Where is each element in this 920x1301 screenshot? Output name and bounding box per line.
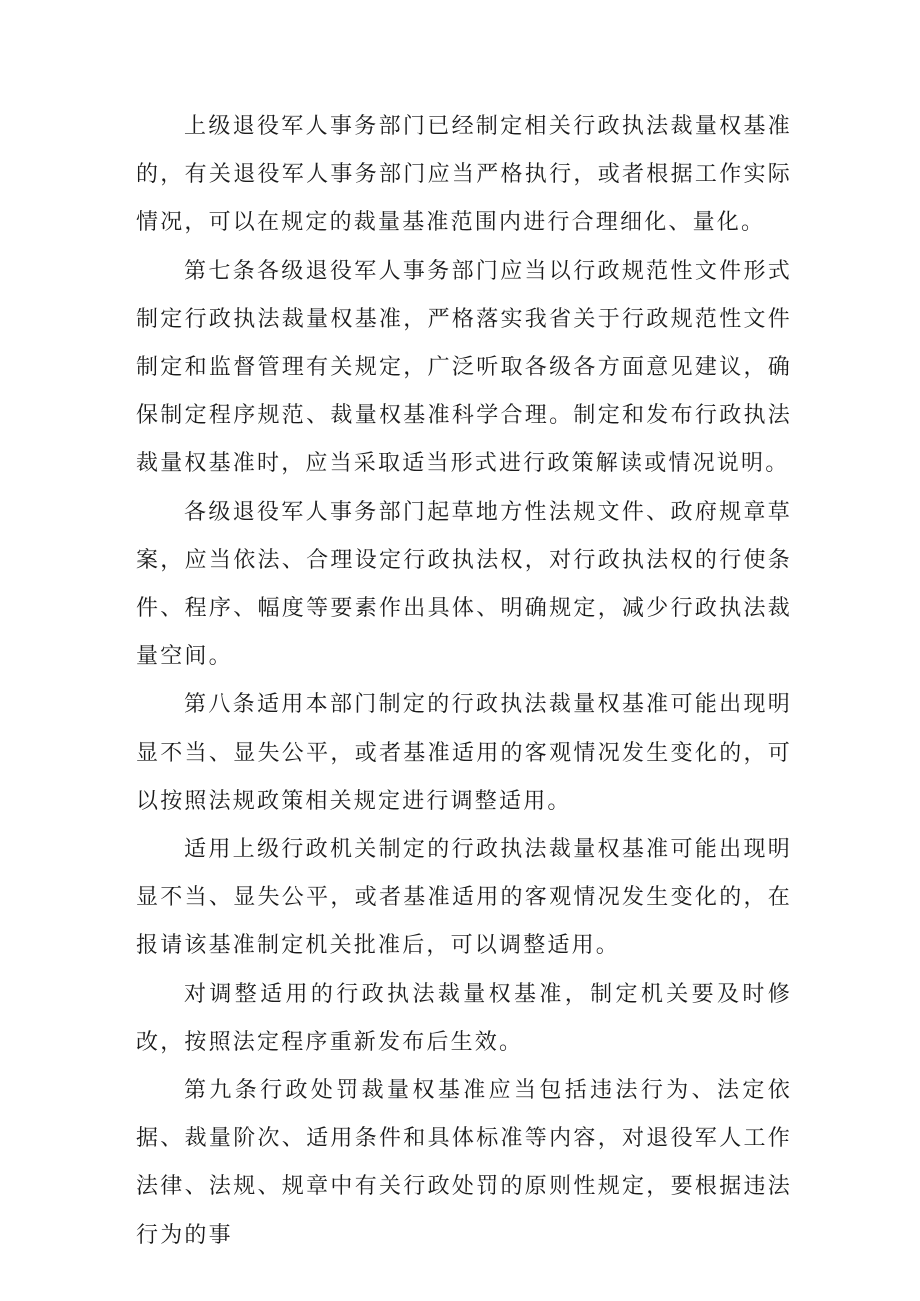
paragraph-6: 对调整适用的行政执法裁量权基准，制定机关要及时修改，按照法定程序重新发布后生效。 <box>136 981 792 1055</box>
paragraph-7-article-9: 第九条行政处罚裁量权基准应当包括违法行为、法定依据、裁量阶次、适用条件和具体标准等内容，对退役军人工作法律、法规、规章中有关行政处罚的原则性规定，要根据违法行为的事 <box>136 1078 792 1248</box>
paragraph-5: 适用上级行政机关制定的行政执法裁量权基准可能出现明显不当、显失公平，或者基准适用的客观情况发生变化的，在报请该基准制定机关批准后，可以调整适用。 <box>136 837 792 959</box>
paragraph-4-article-8: 第八条适用本部门制定的行政执法裁量权基准可能出现明显不当、显失公平，或者基准适用的客观情况发生变化的，可以按照法规政策相关规定进行调整适用。 <box>136 692 792 814</box>
paragraph-2-article-7: 第七条各级退役军人事务部门应当以行政规范性文件形式制定行政执法裁量权基准，严格落实我省关于行政规范性文件制定和监督管理有关规定，广泛听取各级各方面意见建议，确保制定程序规范、裁量权基准科学合理。制定和发布行政执法裁量权基准时，应当采取适当形式进行政策解读或情况说明。 <box>136 258 792 477</box>
document-body <box>136 103 792 1260</box>
paragraph-3: 各级退役军人事务部门起草地方性法规文件、政府规章草案，应当依法、合理设定行政执法权，对行政执法权的行使条件、程序、幅度等要素作出具体、明确规定，减少行政执法裁量空间。 <box>136 499 792 670</box>
paragraph-1: 上级退役军人事务部门已经制定相关行政执法裁量权基准的，有关退役军人事务部门应当严格执行，或者根据工作实际情况，可以在规定的裁量基准范围内进行合理细化、量化。 <box>136 114 792 236</box>
